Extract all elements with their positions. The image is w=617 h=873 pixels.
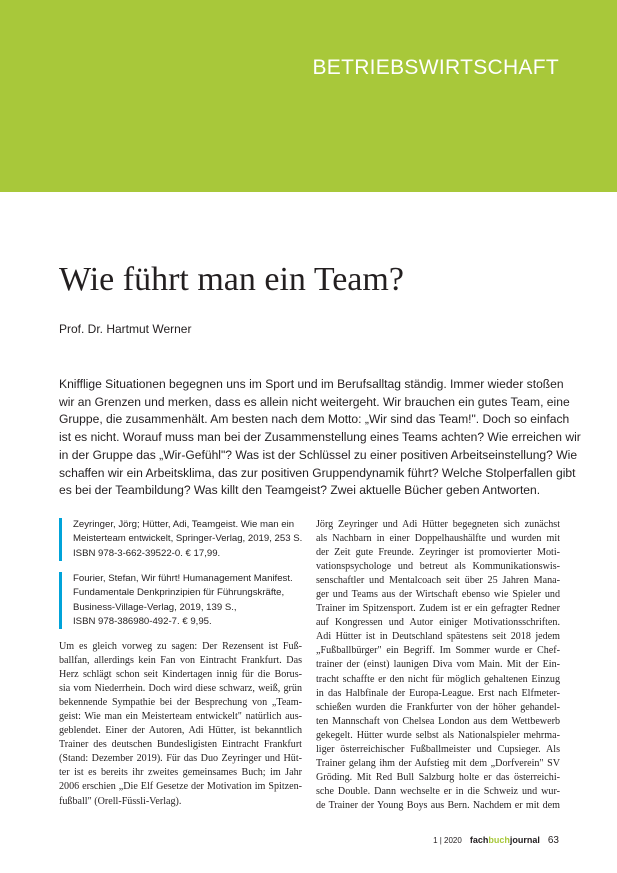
section-banner [0,0,617,192]
body-line: „Fußballbürger" ein Begriff. Im Sommer wurde er Chef- [316,645,560,657]
lead-line: Knifflige Situationen begegnen uns im Sport und im Berufsalltag ständig. Immer wieder stoßen [59,377,564,391]
issue-number: 1 | 2020 [433,836,462,845]
book-reference-2 [59,572,302,629]
lead-line: ist es nicht. Worauf muss man bei der Zusammenstellung eines Teams achten? Wie erreichen wir [59,430,581,445]
book-line: Fundamentale Denkprinzipien für Führungskräfte, [73,587,285,599]
body-line: fußball" (Orell-Füssli-Verlag). [59,795,182,807]
body-column-right [316,518,560,813]
body-line: vationspsychologe und betreut als Kommunikationswis- [316,561,560,573]
logo-part: fach [469,835,489,845]
body-line: ter ist es bereits ihr zweites gemeinsames Buch; im Jahr [59,767,302,779]
lead-line: in der Gruppe das „Wir-Gefühl"? Was ist der Schlüssel zu einer positiven Arbeitseinstellung? Wie [59,447,578,462]
body-line: geist: Wie man ein Meisterteam entwickelt" natürlich aus- [59,711,302,723]
journal-logo [470,835,540,845]
body-line: ballfan, allerdings kein Fan von Eintracht Frankfurt. Das [59,655,302,667]
body-line: Um es gleich vorweg zu sagen: Der Rezensent ist Fuß- [59,641,302,652]
book-line: Fourier, Stefan, Wir führt! Humanagement Manifest. [73,573,293,584]
lead-line: schaffen wir ein Arbeitsklima, das zur positiven Gruppendynamik führt? Welche Stolperfallen gibt [59,465,576,480]
body-column-left [59,640,302,809]
page-footer [433,835,559,846]
book-line: ISBN 978-3-662-39522-0. € 17,99. [73,547,221,559]
body-line: Herz schlägt schon seit Kindertagen innig für die Borus- [59,669,302,681]
lead-line: es bei der Teambildung? Was killt den Teamgeist? Zwei aktuelle Bücher geben Antworten. [59,483,541,498]
book-line: Zeyringer, Jörg; Hütter, Adi, Teamgeist. Wie man ein [73,519,295,530]
body-line: Gröding. Mit Red Bull Salzburg holte er das österreichi- [316,771,560,783]
body-line: geblendet. Einer der Autoren, Adi Hütter, ist bekanntlich [59,725,302,737]
body-line: liger österreichischer Fußballmeister und Cupsieger. Als [316,743,560,755]
body-line: sia vom Niederrhein. Doch wird diese schwarz, weiß, grün [59,683,302,695]
body-line: der Zeit gute Freunde. Zeyringer ist promovierter Moti- [316,547,560,559]
body-line: bekennende Sympathie bei der Besprechung von „Team- [59,697,302,709]
body-line: gekegelt. Hütter wurde selbst als Nationalspieler mehrma- [316,729,560,741]
section-title: BETRIEBSWIRTSCHAFT [312,56,559,79]
body-line: ger und Teams aus der Wirtschaft ebenso wie Spieler und [316,589,560,601]
body-line: ten Mannschaft von Chelsea London aus dem Wettbewerb [316,715,560,727]
book-reference-1 [59,518,302,561]
lead-line: Gruppe, die zusammenhält. Am besten nach dem Motto: „Wir sind das Team!". Doch so einfach [59,412,570,427]
page-number: 63 [547,835,559,846]
body-line: 2006 erschien „Die Elf Gesetze der Motivation im Spitzen- [59,781,302,793]
body-line: in das Halbfinale der Europa-League. Erst nach Elfmeter- [316,687,560,699]
body-line: auf Kongressen und Autor einiger Motivationsschriften. [316,617,560,629]
body-line: als Nachbarn in einer Doppelhaushälfte und wurden mit [316,533,560,545]
article-author: Prof. Dr. Hartmut Werner [59,322,192,336]
body-line: Trainer gelang ihm der Aufstieg mit dem „Dorfverein" SV [316,757,560,769]
book-line: Meisterteam entwickelt, Springer-Verlag, 2019, 253 S. [73,533,303,545]
logo-part-accent: buch [488,835,510,845]
body-line: Trainer im Spitzensport. Zudem ist er ein gefragter Redner [316,603,560,615]
body-line: Jörg Zeyringer und Adi Hütter begegneten sich zunächst [316,519,560,530]
book-line: Business-Village-Verlag, 2019, 139 S., [73,601,237,613]
article-lead [59,376,581,500]
body-line: sche Double. Dann wechselte er in die Schweiz und wur- [316,785,560,797]
body-line: senschaftler und Mentalcoach seit über 25 Jahren Mana- [316,575,560,587]
body-line: tracht schaffte er den nicht für möglich gehaltenen Einzug [316,673,560,685]
lead-line: wir an Grenzen und merken, dass es allein nicht weitergeht. Wir brauchen ein gutes Team, eine [59,394,570,409]
body-line: Adi Hütter ist in Deutschland spätestens seit 2018 jedem [316,631,560,643]
body-line: (Stand: Dezember 2019). Für das Duo Zeyringer und Hüt- [59,753,302,765]
body-line: schießen wurden die Frankfurter von der höher gehandel- [316,701,560,713]
logo-part: journal [509,835,540,845]
body-line: de Trainer der Young Boys aus Bern. Nachdem er mit dem [316,799,560,811]
body-line: trainer der (einst) launigen Diva vom Main. Mit der Ein- [316,659,560,671]
body-line: Trainer des deutschen Bundesligisten Eintracht Frankfurt [59,739,302,751]
book-line: ISBN 978-386980-492-7. € 9,95. [73,615,212,627]
article-title: Wie führt man ein Team? [59,261,404,298]
